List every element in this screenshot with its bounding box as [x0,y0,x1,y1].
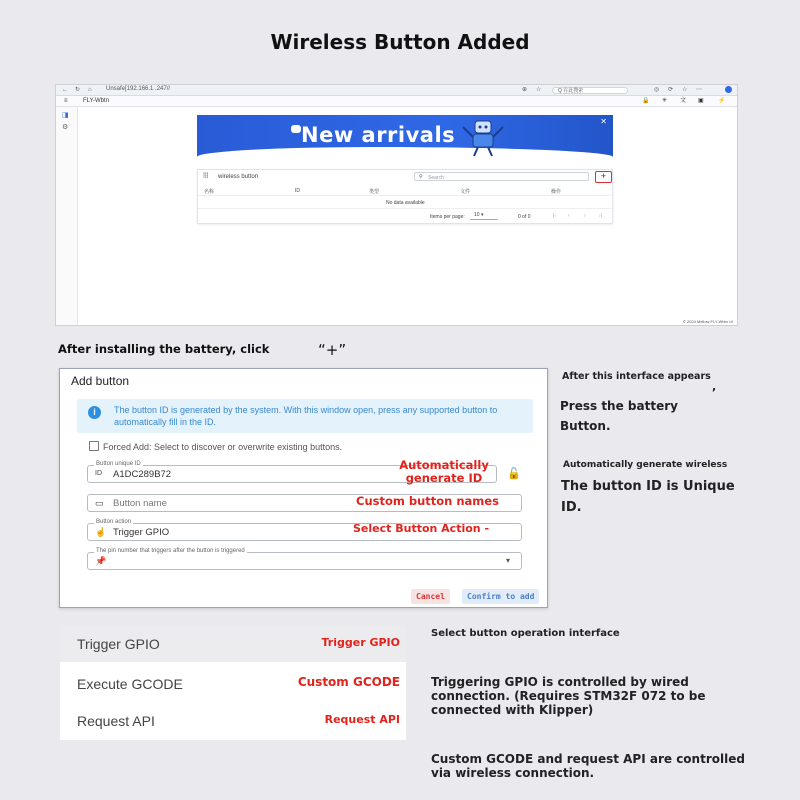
panel-title: wireless button [218,174,259,180]
note-unique-id: The button ID is Unique ID. [561,479,735,515]
column-header[interactable]: ID [295,188,300,194]
column-header[interactable]: 名称 [204,189,215,195]
caption-click: After installing the battery, click [58,342,270,356]
wireless-button-panel [197,169,613,224]
app-toolbar [56,96,738,107]
column-header[interactable]: 操作 [551,189,562,195]
note-wireless: Custom GCODE and request API are controlled via wireless connection. [431,752,745,780]
search-icon: ⚲ [419,174,423,180]
panel-search-input[interactable]: ⚲ Search [414,172,589,181]
note-operation-interface: Select button operation interface [431,628,620,639]
page-range-text: 0 of 0 [518,214,531,220]
action-label: Request API [77,713,155,729]
app-name: FLY-Wbtn [83,98,110,104]
list-item[interactable] [60,665,406,702]
empty-state-text: No data available [386,200,425,206]
browser-screenshot [55,84,738,326]
sidebar-item-settings-icon[interactable]: ⚙ [62,124,69,131]
translate-icon[interactable]: 文 [680,98,687,104]
first-page-icon[interactable]: |‹ [553,213,556,219]
reload-icon[interactable]: ↻ [75,87,81,93]
unlock-icon[interactable]: 🔓 [507,468,521,480]
sidebar-item-buttons-icon[interactable]: ◨ [62,112,69,119]
dialog-title: Add button [71,374,130,388]
robot-mascot-icon [459,117,505,157]
footer-credit: © 2024 Mellow FLY-Wbtn UI [682,319,733,324]
star-icon[interactable]: ☆ [536,87,542,93]
note-gpio-wired: Triggering GPIO is controlled by wired connection. (Requires STM32F 072 to be connected with Klipper) [431,675,706,717]
extension-icon[interactable]: ◎ [654,87,660,93]
banner-close-icon[interactable]: ✕ [600,117,607,126]
note-after-interface: After this interface appears [562,371,711,382]
pointer-hand-icon: ☝ [95,527,107,537]
brightness-icon[interactable]: ✳ [662,98,668,104]
fullscreen-icon[interactable]: ▣ [698,98,704,104]
note-auto-generate: Automatically generate wireless [563,460,728,470]
info-text: The button ID is generated by the system. With this window open, press any supported button to automatically fill in the ID. [114,405,498,427]
site-info-icon[interactable]: ⊕ [522,87,528,93]
browser-search-input[interactable]: Q 在此搜索 [552,87,628,94]
items-per-page-label: Items per page: [430,214,465,220]
settings-icon[interactable]: ⋯ [696,87,702,93]
list-item[interactable] [60,625,406,662]
field-label: Button unique ID [96,461,141,467]
prev-page-icon[interactable]: ‹ [568,213,570,219]
wifi-status-icon[interactable]: ⚡ [718,98,726,104]
note-press-battery: Press the battery Button. [560,399,678,433]
forced-add-checkbox[interactable]: Forced Add: Select to discover or overwrite existing buttons. [89,441,342,452]
button-action-value: Trigger GPIO [113,527,170,538]
action-annotation: Trigger GPIO [321,636,400,649]
annotation-auto-id: Automatically generate ID [399,458,489,485]
next-page-icon[interactable]: › [584,213,586,219]
button-action-list [60,625,406,740]
menu-icon[interactable]: ≡ [64,98,68,104]
caption-plus: “+” [318,341,347,359]
badge-icon: ▭ [95,498,104,508]
home-icon[interactable]: ⌂ [88,87,92,93]
address-bar[interactable]: Unsafe[192.166.1 .247// [106,86,171,92]
confirm-add-button[interactable]: Confirm to add [462,589,539,604]
action-annotation: Request API [324,713,400,726]
action-label: Trigger GPIO [77,636,160,652]
trigger-pin-select[interactable] [87,548,522,570]
equalizer-icon: ⫶⫶⫶ [203,173,209,180]
note-comma: , [712,380,717,393]
annotation-custom-names: Custom button names [356,494,499,508]
back-icon[interactable]: ← [62,87,68,93]
info-alert [77,399,533,433]
promo-banner [197,115,613,161]
last-page-icon[interactable]: ›| [599,213,602,219]
button-id-value: A1DC289B72 [113,469,172,480]
field-label: The pin number that triggers after the button is triggered [96,548,245,554]
browser-tab-bar [56,85,738,96]
id-card-icon: ID [95,470,102,477]
action-annotation: Custom GCODE [297,675,400,689]
collections-icon[interactable]: ⟳ [668,87,674,93]
action-label: Execute GCODE [77,676,183,692]
column-header[interactable]: 类型 [369,189,380,195]
favorites-icon[interactable]: ☆ [682,87,688,93]
app-sidebar [56,107,78,326]
cancel-button[interactable]: Cancel [411,589,450,604]
lock-icon[interactable]: 🔒 [642,98,650,104]
info-icon: i [88,406,101,419]
checkbox-icon[interactable] [89,441,99,451]
annotation-select-action: Select Button Action - [353,522,490,535]
page-title: Wireless Button Added [270,30,530,54]
add-button-dialog [59,368,548,608]
add-button[interactable]: + [595,171,612,183]
banner-text: New arrivals [301,123,456,147]
profile-icon[interactable] [725,86,732,93]
list-item[interactable] [60,702,406,739]
gift-icon [291,125,301,133]
chevron-down-icon[interactable]: ▾ [505,556,510,565]
column-header[interactable]: 文件 [460,189,471,195]
field-label: Button action [96,519,132,525]
items-per-page-select[interactable]: 10 ▾ [470,212,498,220]
button-name-placeholder: Button name [113,498,167,509]
pin-icon: 📌 [95,556,107,566]
